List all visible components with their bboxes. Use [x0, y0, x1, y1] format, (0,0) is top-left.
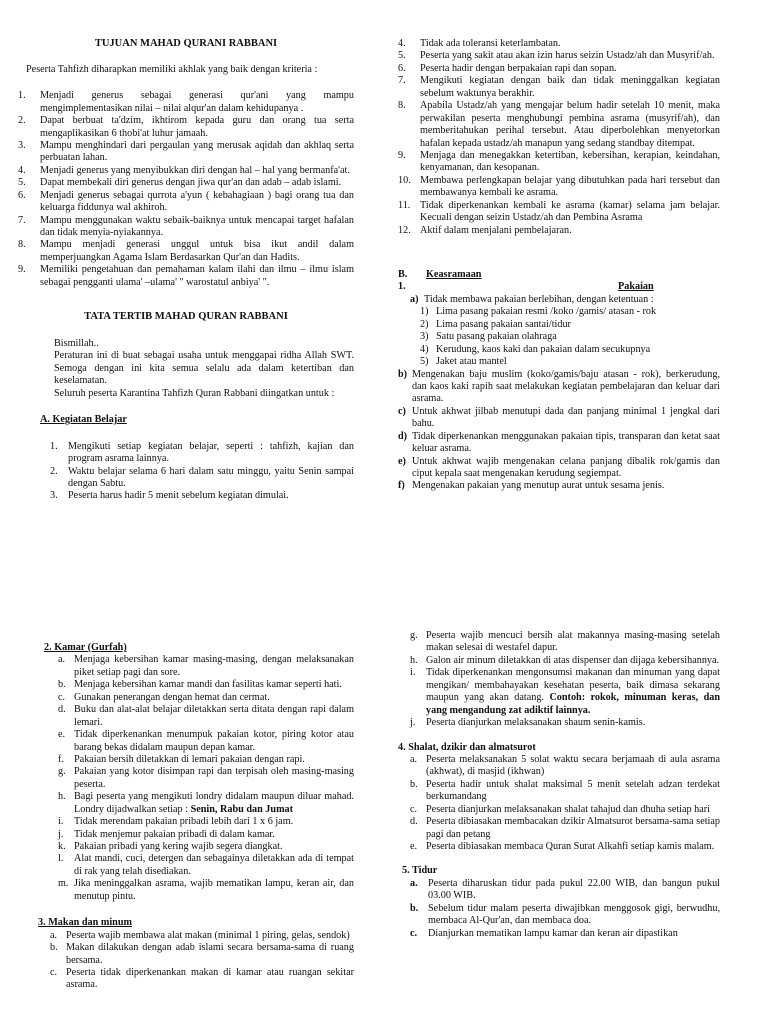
makan-item: g. Peserta wajib mencuci bersih alat makannya masing-masing setelah makan selesai di westafel dapur.	[410, 630, 720, 654]
shalat-item: e. Peserta dibiasakan membaca Quran Surat Alkahfi setiap kamis malam.	[410, 841, 715, 852]
tujuan-item: 9. Memiliki pengetahuan dan pemahaman kalam ilahi dan ilmu – ilmu islam sebagai pengganti ulama' –ulama' " warostatul anbiya' ".	[18, 264, 354, 288]
pakaian-item: e) Untuk akhwat wajib mengenakan celana panjang dibalik rok/gamis dan ciput kepala saat mengenakan kerudung segiempat.	[398, 455, 720, 479]
tujuan-item: 5. Dapat membekali diri generus dengan jiwa qur'an dan adab – adab islami.	[18, 177, 342, 189]
makan-item: i. Tidak diperkenankan mengonsumsi makanan dan minuman yang dapat mengikan/ membahayakan kesehatan peserta, baik dimasa sekarang maupun yang akan datang. Contoh: rokok, minuman keras, dan yang mengandung zat adiktif lainnya.	[410, 667, 721, 716]
shalat-item: a. Peserta melaksanakan 5 solat waktu secara berjamaah di aula asrama (akhwat), di masjid (ikhwan)	[410, 753, 720, 778]
intro-text: Peserta Tahfizh diharapkan memiliki akhlak yang baik dengan kriteria :	[26, 63, 318, 75]
pakaian-item: c) Untuk akhwat jilbab menutupi dada dan panjang minimal 1 jengkal dari bahu.	[398, 405, 720, 430]
pakaian-item: f) Mengenakan pakaian yang menutup aurat untuk sesama jenis.	[398, 480, 665, 492]
shalat-heading: 4. Shalat, dzikir dan almatsurot	[398, 741, 536, 753]
kegiatan-item: 6. Peserta hadir dengan berpakaian rapi dan sopan.	[398, 62, 617, 74]
pakaian-number: 1.	[398, 281, 406, 293]
kamar-item: m. Jika meninggalkan asrama, wajib mematikan lampu, keran air, dan menutup pintu.	[58, 878, 354, 902]
tidur-item: b. Sebelum tidur malam peserta diwajibkan menggosok gigi, berwudhu, membaca Al-Qur'an, dan membaca doa.	[410, 902, 720, 927]
kegiatan-item: 7. Mengikuti kegiatan dengan baik dan tidak meninggalkan kegiatan sebelum waktunya berakhir.	[398, 75, 720, 99]
page-bottom	[0, 512, 768, 1024]
section-b-label: B.	[398, 269, 408, 280]
paragraph-2: Seluruh peserta Karantina Tahfizh Quran Rabbani diingatkan untuk :	[54, 387, 335, 399]
tujuan-item: 3. Mampu menghindari dari pergaulan yang merusak aqidah dan akhlaq serta perbuatan lahan.	[18, 139, 354, 164]
kegiatan-item: 3. Peserta harus hadir 5 menit sebelum kegiatan dimulai.	[50, 490, 289, 502]
shalat-item: c. Peserta dianjurkan melaksanakan shalat tahajud dan dhuha setiap hari	[410, 803, 711, 815]
kamar-heading: 2. Kamar (Gurfah)	[44, 642, 127, 653]
kegiatan-item: 1. Mengikuti setiap kegiatan belajar, seperti : tahfizh, kajian dan program asrama lainnya.	[50, 440, 354, 465]
section-b-title: Keasramaan	[426, 269, 482, 280]
pakaian-item: d) Tidak diperkenankan menggunakan pakaian tipis, transparan dan ketat saat keluar asrama.	[398, 430, 720, 455]
shalat-list	[410, 754, 720, 854]
pakaian-item: b) Mengenakan baju muslim (koko/gamis/baju atasan - rok), berkerudung, dan kaos kaki rapih saat melakukan kegiatan pembelajaran dan keluar dari asrama.	[398, 368, 720, 405]
tujuan-item: 6. Menjadi generus sebagai qurrota a'yun ( kebahagiaan ) bagi orang tua dan keluarga fiddunya wal akhiroh.	[18, 189, 354, 214]
kamar-item: j. Tidak menjemur pakaian pribadi di dalam kamar.	[58, 828, 275, 840]
kamar-item: g. Pakaian yang kotor disimpan rapi dan terpisah oleh masing-masing peserta.	[58, 766, 354, 790]
right-column-bottom	[398, 630, 720, 940]
kamar-list	[58, 654, 354, 903]
pakaian-more-list	[398, 369, 720, 493]
pakaian-subitem: 5) Jaket atau mantel	[420, 356, 507, 368]
title-tata-tertib: TATA TERTIB MAHAD QURAN RABBANI	[84, 311, 288, 323]
makan-heading: 3. Makan dan minum	[38, 917, 132, 929]
makan-item: b. Makan dilakukan dengan adab islami secara bersama-sama di ruang bersama.	[50, 942, 354, 966]
bismillah-text: Bismillah..	[54, 338, 99, 350]
makan-item: c. Peserta tidak diperkenankan makan di kamar atau ruangan sekitar asrama.	[50, 966, 354, 991]
kegiatan-list-continued	[398, 38, 720, 237]
kamar-item: l. Alat mandi, cuci, detergen dan sebagainya diletakkan ada di tempat di rak yang telah disediakan.	[58, 853, 354, 877]
pakaian-sublist	[420, 306, 720, 368]
makan-list	[50, 930, 354, 992]
kegiatan-item: 11. Tidak diperkenankan kembali ke asrama (kamar) selama jam belajar. Kecuali dengan seizin Ustadz/ah dan Pembina Asrama	[398, 199, 720, 224]
kamar-item: h. Bagi peserta yang mengikuti londry didalam maupun diluar mahad. Londry dijadwalkan setiap : Senin, Rabu dan Jumat	[58, 791, 354, 815]
makan-list-continued	[410, 630, 720, 730]
tujuan-item: 1. Menjadi generus sebagai generasi qur'ani yang mampu mengimplementasikan nilai – nilai alqur'an dalam kehidupanya .	[18, 90, 354, 114]
right-column-top	[398, 38, 720, 493]
kegiatan-item: 5. Peserta yang sakit atau akan izin harus seizin Ustadz/ah dan Musyrif/ah.	[398, 50, 715, 62]
kegiatan-item: 10. Membawa perlengkapan belajar yang dibutuhkan pada hari tersebut dan membawanya kembali ke asrama.	[398, 174, 720, 199]
pakaian-heading	[398, 281, 720, 293]
title-tujuan: TUJUAN MAHAD QURANI RABBANI	[94, 38, 278, 49]
kamar-item: f. Pakaian bersih diletakkan di lemari pakaian dengan rapi.	[58, 753, 305, 765]
tidur-heading: 5. Tidur	[402, 865, 438, 877]
pakaian-subitem: 3) Satu pasang pakaian olahraga	[420, 331, 557, 343]
kamar-item: d. Buku dan alat-alat belajar diletakkan serta ditata dengan rapi dalam lemari.	[58, 704, 354, 728]
kamar-item: e. Tidak diperkenankan menumpuk pakaian kotor, piring kotor atau barang bekas didalam maupun depan kamar.	[58, 729, 354, 753]
pakaian-subitem: 1) Lima pasang pakaian resmi /koko /gamis/ atasan - rok	[420, 306, 657, 318]
shalat-item: d. Peserta dibiasakan membacakan dzikir Almatsurot bersama-sama setiap pagi dan petang	[410, 816, 720, 840]
paragraph-1: Peraturan ini di buat sebagai usaha untuk menggapai ridha Allah SWT. Semoga dengan ini kita semua selalu ada dalam ketertiban dan keselamatan.	[54, 350, 354, 387]
tidur-list	[410, 878, 720, 940]
pakaian-subitem: 4) Kerudung, kaos kaki dan pakaian dalam secukupnya	[420, 343, 651, 355]
tujuan-list	[18, 90, 354, 289]
kamar-item: k. Pakaian pribadi yang kering wajib segera diangkat.	[58, 841, 283, 852]
kamar-item: i. Tidak merendam pakaian pribadi lebih dari 1 x 6 jam.	[58, 816, 294, 828]
pakaian-subitem: 2) Lima pasang pakaian santai/tidur	[420, 318, 571, 330]
kegiatan-item: 2. Waktu belajar selama 6 hari dalam satu minggu, yaitu Senin sampai dengan Sabtu.	[50, 465, 354, 489]
kegiatan-item: 8. Apabila Ustadz/ah yang mengajar belum hadir setelah 10 menit, maka perwakilan peserta menghubungi pembina asrama (musyrif/ah), dan memberitahukan perihal tersebut. Atau diperbolehkan menyetorkan hafalan kepada ustadz/ah manapun yang sedang standbay ditempat.	[398, 100, 720, 149]
pakaian-title: Pakaian	[618, 281, 654, 293]
left-column-top	[18, 38, 354, 503]
kegiatan-item: 9. Menjaga dan menegakkan ketertiban, kebersihan, kerapian, keindahan, kenyamanan, dan kesopanan.	[398, 149, 720, 174]
kegiatan-item: 4. Tidak ada toleransi keterlambatan.	[398, 38, 561, 49]
makan-item: a. Peserta wajib membawa alat makan (minimal 1 piring, gelas, sendok)	[50, 929, 350, 941]
pakaian-item-a: a) Tidak membawa pakaian berlebihan, dengan ketentuan :	[410, 293, 654, 305]
section-b-heading	[398, 269, 720, 281]
kegiatan-list	[50, 441, 354, 503]
shalat-item: b. Peserta hadir untuk shalat maksimal 5 menit setelah adzan terdekat berkumandang	[410, 778, 720, 803]
makan-item: h. Galon air minum diletakkan di atas dispenser dan dijaga kebersihannya.	[410, 654, 720, 666]
tidur-item: c. Dianjurkan mematikan lampu kamar dan keran air dipastikan	[410, 927, 678, 939]
makan-item: j. Peserta dianjurkan melaksanakan shaum senin-kamis.	[410, 717, 646, 729]
tujuan-item: 8. Mampu menjadi generasi unggul untuk bisa ikut andil dalam memperjuangkan Agama Islam Berdasarkan Qur'an dan Hadits.	[18, 239, 354, 263]
left-column-bottom	[18, 642, 354, 992]
preamble	[54, 338, 354, 400]
kamar-item: b. Menjaga kebersihan kamar mandi dan fasilitas kamar seperti hati.	[58, 679, 342, 691]
tidur-item: a. Peserta diharuskan tidur pada pukul 22.00 WIB, dan bangun pukul 03.00 WIB.	[410, 877, 720, 902]
kamar-item: a. Menjaga kebersihan kamar masing-masing, dengan melaksanakan piket setiap pagi dan sore.	[58, 654, 354, 678]
section-a-heading: A. Kegiatan Belajar	[40, 414, 127, 426]
tujuan-item: 4. Menjadi generus yang menyibukkan diri dengan hal – hal yang bermanfa'at.	[18, 164, 350, 176]
tujuan-item: 7. Mampu menggunakan waktu sebaik-baiknya untuk mencapai target hafalan dan tidak menyia-nyiakannya.	[18, 214, 354, 239]
kegiatan-item: 12. Aktif dalam menjalani pembelajaran.	[398, 224, 572, 236]
tujuan-item: 2. Dapat berbuat ta'dzim, ikhtirom kepada guru dan orang tua serta mengaplikasikan 6 thobi'at luhur jamaah.	[18, 115, 354, 139]
kamar-item: c. Gunakan penerangan dengan hemat dan cermat.	[58, 691, 270, 703]
